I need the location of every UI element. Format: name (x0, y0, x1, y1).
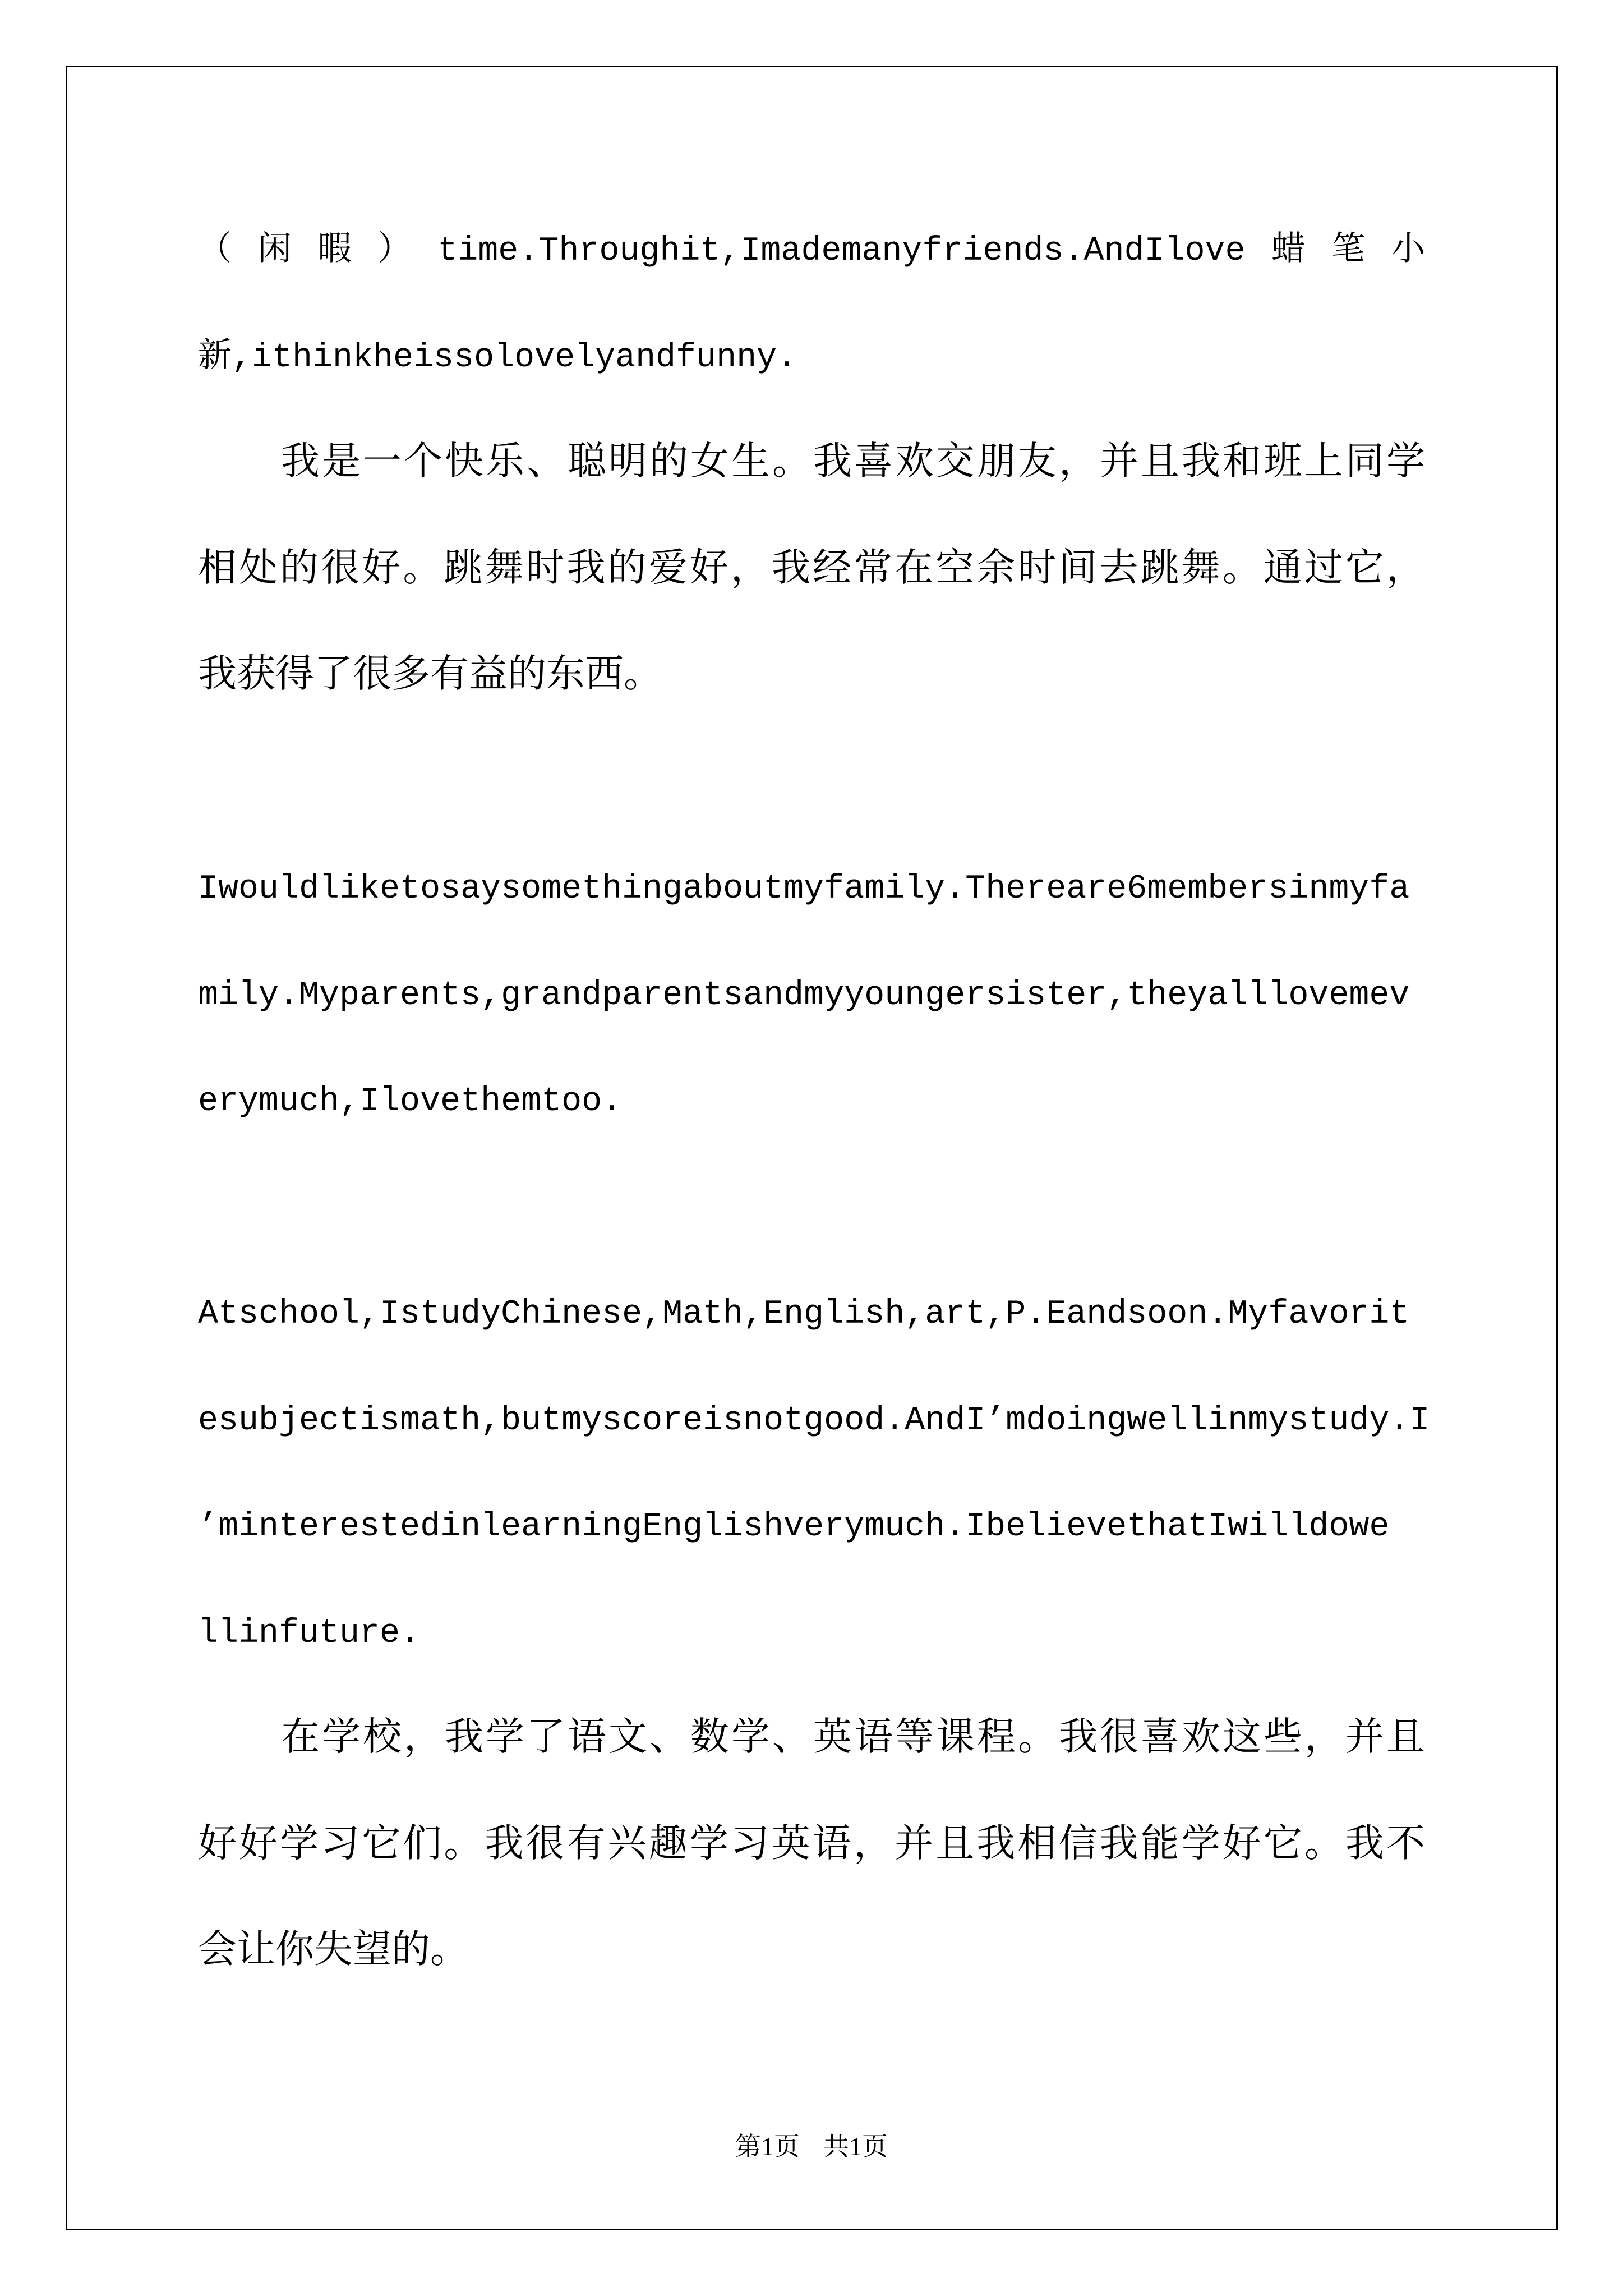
document-body (198, 199, 1430, 2006)
text-line: erymuch,Ilovethemtoo. (198, 1083, 623, 1121)
text-line: 我是一个快乐、聪明的女生。我喜欢交朋友，并且我和班上同学 (281, 442, 1425, 486)
paragraph (198, 1687, 1425, 2006)
text-line: mily.Myparents,grandparentsandmyyoungersister,theyalllovemev (198, 976, 1410, 1015)
paragraph (198, 411, 1425, 730)
blank-line (198, 1156, 1425, 1262)
page-total-label: 共1页 (823, 2132, 888, 2161)
page-footer (0, 2130, 1623, 2164)
paragraph (198, 836, 1425, 1156)
text-line: esubjectismath,butmyscoreisnotgood.AndI’mdoingwellinmystudy.I (198, 1401, 1430, 1440)
text-line: ’minterestedinlearningEnglishverymuch.IbelievethatIwilldowe (198, 1508, 1390, 1546)
text-line: 我获得了很多有益的东西。 (198, 655, 662, 698)
text-line: Iwouldliketosaysomethingaboutmyfamily.Thereare6membersinmyfa (198, 870, 1410, 908)
text-line: 好好学习它们。我很有兴趣学习英语，并且我相信我能学好它。我不 (198, 1824, 1425, 1868)
text-line: 新,ithinkheissolovelyandfunny. (198, 338, 797, 377)
text-line: llinfuture. (198, 1614, 421, 1653)
text-line: Atschool,IstudyChinese,Math,English,art,P.Eandsoon.Myfavorit (198, 1295, 1410, 1333)
paragraph (198, 1262, 1430, 1687)
text-line: 相处的很好。跳舞时我的爱好，我经常在空余时间去跳舞。通过它， (198, 548, 1425, 592)
text-line: 在学校，我学了语文、数学、英语等课程。我很喜欢这些，并且 (281, 1718, 1425, 1761)
page-number-label: 第1页 (735, 2132, 800, 2161)
paragraph (198, 199, 1425, 411)
blank-line (198, 730, 1425, 837)
text-line: 会让你失望的。 (198, 1930, 469, 1974)
text-line: （闲暇）time.Throughit,Imademanyfriends.AndIlove蜡笔小 (198, 232, 1425, 270)
